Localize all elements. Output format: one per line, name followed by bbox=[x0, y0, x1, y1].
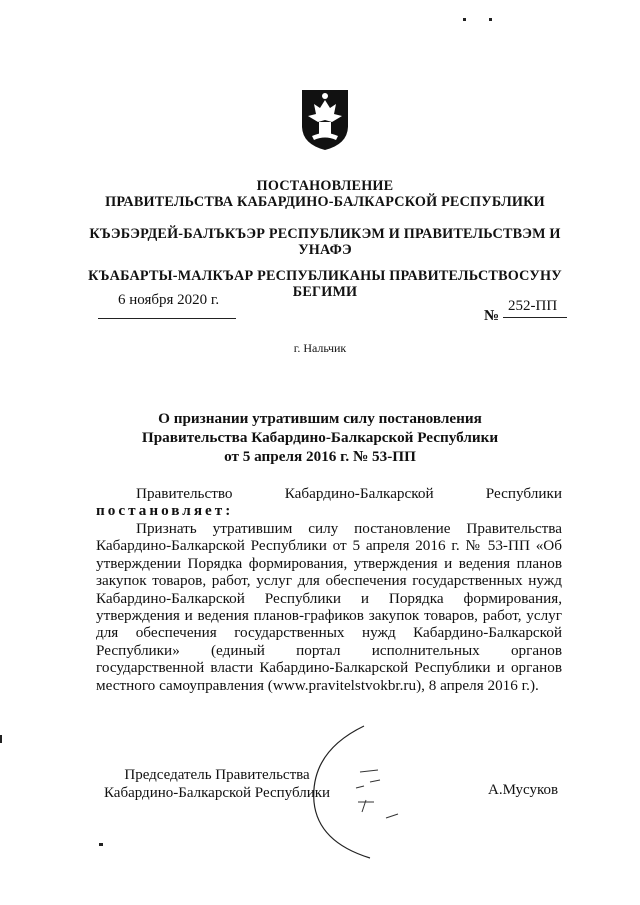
title-line-1: О признании утратившим силу постановления bbox=[158, 410, 482, 427]
title-line-2: Правительства Кабардино-Балкарской Республики bbox=[141, 429, 499, 446]
document-number: 252-ПП bbox=[508, 298, 558, 314]
header-title: ПОСТАНОВЛЕНИЕ bbox=[256, 178, 394, 194]
title-line-3: от 5 апреля 2016 г. № 53-ПП bbox=[224, 448, 416, 465]
decree-paragraph: Признать утратившим силу постановление Правительства Кабардино-Балкарской Республики от 5 апреля 2016 г. № 53-ПП «Об утверждении Порядка формирования, утверждения и ведения планов закупок товаров, работ, услуг для обеспечения государственных нужд Кабардино-Балкарской Республики и Порядка формирования, утверждения и ведения планов-графиков закупок товаров, работ, услуг для обеспечения государственных нужд Кабардино-Балкарской Республики» (единый портал исполнительных органов государственной власти Кабардино-Балкарской Республики и органов местного самоуправления (www.pravitelstvokbr.ru), 8 апреля 2016 г.). bbox=[96, 520, 562, 694]
coat-of-arms-emblem bbox=[300, 86, 350, 152]
decree-verb: постановляет: bbox=[96, 502, 234, 520]
number-underline bbox=[503, 317, 567, 318]
header-balkar-line1: КЪАБАРТЫ-МАЛКЪАР РЕСПУБЛИКАНЫ ПРАВИТЕЛЬСТВОСУНУ bbox=[88, 268, 562, 284]
preamble-word-1: Правительство bbox=[136, 485, 233, 502]
preamble-text bbox=[96, 485, 562, 502]
preamble-paragraph bbox=[96, 485, 562, 520]
signatory-name: А.Мусуков bbox=[488, 782, 559, 798]
preamble-word-3: Республики bbox=[485, 485, 562, 502]
number-label: № bbox=[484, 308, 500, 324]
header-kabardian-line1: КЪЭБЭРДЕЙ-БАЛЪКЪЭР РЕСПУБЛИКЭМ И ПРАВИТЕЛЬСТВЭМ И bbox=[89, 226, 561, 242]
scan-edge-mark bbox=[0, 735, 2, 743]
scan-speck-3 bbox=[99, 843, 103, 846]
position-line-1: Председатель Правительства bbox=[124, 767, 310, 783]
document-city: г. Нальчик bbox=[293, 341, 347, 355]
document-date: 6 ноября 2020 г. bbox=[118, 292, 220, 308]
preamble-word-2: Кабардино-Балкарской bbox=[284, 485, 434, 502]
signatory-position bbox=[104, 766, 330, 802]
scan-speck-1 bbox=[463, 18, 466, 21]
header-kabardian-line2: УНАФЭ bbox=[298, 242, 352, 258]
scan-speck-2 bbox=[489, 18, 492, 21]
date-underline bbox=[98, 318, 236, 319]
header-balkar-line2: БЕГИМИ bbox=[292, 284, 358, 300]
header-government: ПРАВИТЕЛЬСТВА КАБАРДИНО-БАЛКАРСКОЙ РЕСПУБЛИКИ bbox=[105, 194, 545, 210]
position-line-2: Кабардино-Балкарской Республики bbox=[104, 785, 331, 801]
document-title bbox=[100, 409, 540, 466]
